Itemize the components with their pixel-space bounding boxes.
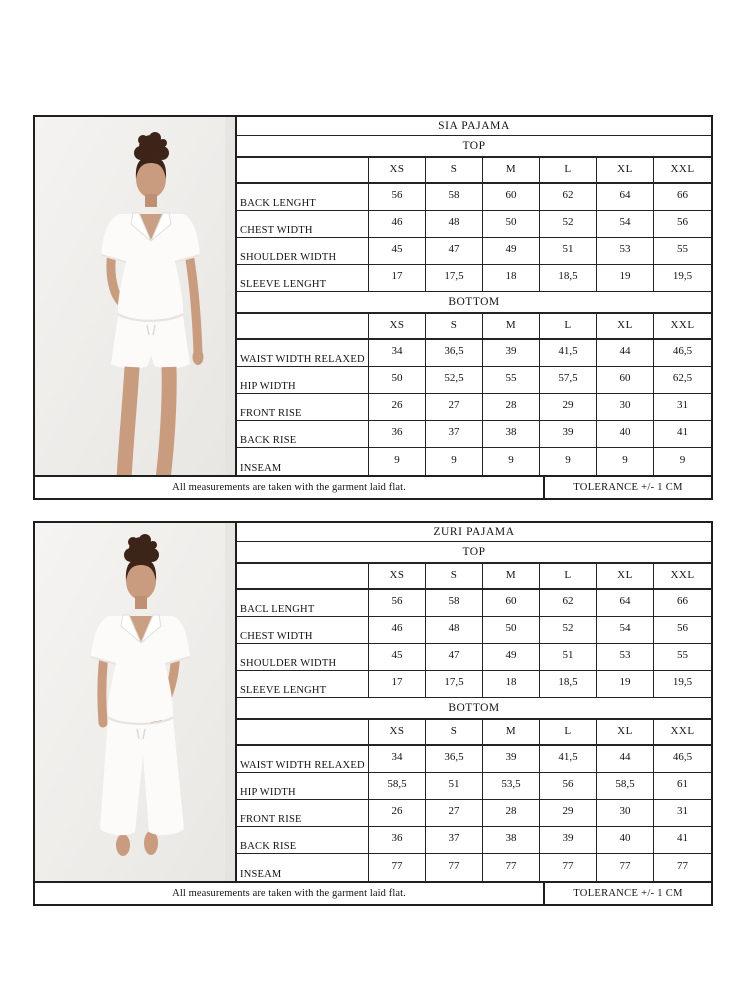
row-label: FRONT RISE bbox=[240, 408, 302, 419]
table-row bbox=[237, 421, 711, 448]
section-header-top bbox=[237, 136, 711, 158]
size-value: 52,5 bbox=[425, 367, 482, 393]
table-row bbox=[237, 617, 711, 644]
row-label: SLEEVE LENGHT bbox=[240, 279, 327, 290]
size-value: 62,5 bbox=[653, 367, 711, 393]
size-value: 51 bbox=[539, 644, 596, 670]
model-photo-zuri-pants bbox=[35, 523, 237, 881]
size-value: 56 bbox=[653, 211, 711, 237]
size-value: 26 bbox=[368, 800, 425, 826]
table-row bbox=[237, 367, 711, 394]
measurement-grid-zuri bbox=[237, 523, 711, 881]
size-header: XS bbox=[368, 314, 425, 338]
row-label: HIP WIDTH bbox=[240, 381, 296, 392]
size-value: 64 bbox=[596, 184, 653, 210]
size-value: 66 bbox=[653, 184, 711, 210]
size-header: M bbox=[482, 314, 539, 338]
table-row bbox=[237, 671, 711, 698]
size-header: XL bbox=[596, 720, 653, 744]
size-value: 46,5 bbox=[653, 340, 711, 366]
size-value: 56 bbox=[539, 773, 596, 799]
size-value: 37 bbox=[425, 827, 482, 853]
size-value: 53,5 bbox=[482, 773, 539, 799]
table-row bbox=[237, 448, 711, 475]
row-label: WAIST WIDTH RELAXED bbox=[240, 354, 365, 365]
section-header-bottom bbox=[237, 292, 711, 314]
size-value: 39 bbox=[539, 827, 596, 853]
size-header: S bbox=[425, 720, 482, 744]
size-header: XS bbox=[368, 158, 425, 182]
size-value: 30 bbox=[596, 394, 653, 420]
size-value: 27 bbox=[425, 800, 482, 826]
size-value: 77 bbox=[482, 854, 539, 881]
size-value: 44 bbox=[596, 340, 653, 366]
size-header: XXL bbox=[653, 314, 711, 338]
tolerance-note: TOLERANCE +/- 1 CM bbox=[543, 477, 711, 498]
size-value: 41,5 bbox=[539, 340, 596, 366]
size-value: 61 bbox=[653, 773, 711, 799]
size-header: L bbox=[539, 564, 596, 588]
size-value: 48 bbox=[425, 617, 482, 643]
model-photo-sia-shorts bbox=[35, 117, 237, 475]
table-row bbox=[237, 827, 711, 854]
size-value: 18 bbox=[482, 671, 539, 697]
measurement-note: All measurements are taken with the garment laid flat. bbox=[172, 482, 406, 493]
size-value: 64 bbox=[596, 590, 653, 616]
size-header-row bbox=[237, 720, 711, 746]
size-value: 62 bbox=[539, 184, 596, 210]
size-value: 60 bbox=[482, 184, 539, 210]
size-value: 27 bbox=[425, 394, 482, 420]
measurement-note: All measurements are taken with the garment laid flat. bbox=[172, 888, 406, 899]
size-value: 44 bbox=[596, 746, 653, 772]
size-value: 52 bbox=[539, 617, 596, 643]
measurement-grid-sia bbox=[237, 117, 711, 475]
model-pants-illustration bbox=[35, 523, 237, 881]
table-title: ZURI PAJAMA bbox=[433, 526, 515, 538]
size-header-row bbox=[237, 314, 711, 340]
size-value: 28 bbox=[482, 394, 539, 420]
table-row bbox=[237, 184, 711, 211]
row-label: SHOULDER WIDTH bbox=[240, 658, 337, 669]
size-header: L bbox=[539, 158, 596, 182]
size-header: XL bbox=[596, 564, 653, 588]
size-chart-block-zuri bbox=[33, 521, 713, 906]
size-value: 18,5 bbox=[539, 265, 596, 291]
size-value: 9 bbox=[539, 448, 596, 475]
size-value: 56 bbox=[653, 617, 711, 643]
row-label: BACK RISE bbox=[240, 435, 297, 446]
size-value: 29 bbox=[539, 394, 596, 420]
tolerance-note: TOLERANCE +/- 1 CM bbox=[543, 883, 711, 904]
size-value: 9 bbox=[596, 448, 653, 475]
size-value: 34 bbox=[368, 746, 425, 772]
row-label: FRONT RISE bbox=[240, 814, 302, 825]
size-value: 50 bbox=[482, 211, 539, 237]
size-header: M bbox=[482, 158, 539, 182]
size-value: 46 bbox=[368, 211, 425, 237]
size-value: 36 bbox=[368, 827, 425, 853]
size-value: 58,5 bbox=[368, 773, 425, 799]
size-header: S bbox=[425, 314, 482, 338]
section-name: TOP bbox=[462, 140, 486, 152]
size-value: 38 bbox=[482, 421, 539, 447]
table-title-row bbox=[237, 523, 711, 542]
size-value: 31 bbox=[653, 394, 711, 420]
size-value: 77 bbox=[653, 854, 711, 881]
table-title-row bbox=[237, 117, 711, 136]
size-header: S bbox=[425, 564, 482, 588]
size-value: 54 bbox=[596, 617, 653, 643]
size-value: 40 bbox=[596, 827, 653, 853]
row-label: BACK RISE bbox=[240, 841, 297, 852]
size-value: 34 bbox=[368, 340, 425, 366]
size-value: 17,5 bbox=[425, 265, 482, 291]
size-header: S bbox=[425, 158, 482, 182]
model-shorts-illustration bbox=[35, 117, 237, 475]
size-value: 47 bbox=[425, 644, 482, 670]
size-value: 9 bbox=[482, 448, 539, 475]
size-header: L bbox=[539, 314, 596, 338]
size-value: 17 bbox=[368, 265, 425, 291]
row-label: INSEAM bbox=[240, 869, 282, 880]
size-value: 26 bbox=[368, 394, 425, 420]
size-value: 38 bbox=[482, 827, 539, 853]
size-value: 55 bbox=[482, 367, 539, 393]
size-value: 47 bbox=[425, 238, 482, 264]
table-row bbox=[237, 644, 711, 671]
row-label: SLEEVE LENGHT bbox=[240, 685, 327, 696]
row-label: CHEST WIDTH bbox=[240, 225, 313, 236]
size-value: 49 bbox=[482, 238, 539, 264]
size-value: 30 bbox=[596, 800, 653, 826]
size-value: 41 bbox=[653, 421, 711, 447]
table-row bbox=[237, 265, 711, 292]
empty-corner-cell bbox=[237, 158, 368, 182]
size-value: 77 bbox=[596, 854, 653, 881]
table-footer bbox=[35, 881, 711, 904]
size-value: 55 bbox=[653, 644, 711, 670]
size-value: 18,5 bbox=[539, 671, 596, 697]
size-value: 58 bbox=[425, 590, 482, 616]
size-value: 58 bbox=[425, 184, 482, 210]
size-value: 56 bbox=[368, 184, 425, 210]
size-value: 45 bbox=[368, 238, 425, 264]
size-value: 60 bbox=[596, 367, 653, 393]
size-value: 41,5 bbox=[539, 746, 596, 772]
size-value: 37 bbox=[425, 421, 482, 447]
section-name: TOP bbox=[462, 546, 486, 558]
size-value: 77 bbox=[368, 854, 425, 881]
size-value: 52 bbox=[539, 211, 596, 237]
row-label: BACL LENGHT bbox=[240, 604, 315, 615]
size-value: 29 bbox=[539, 800, 596, 826]
size-value: 53 bbox=[596, 644, 653, 670]
size-value: 18 bbox=[482, 265, 539, 291]
size-value: 51 bbox=[425, 773, 482, 799]
size-value: 54 bbox=[596, 211, 653, 237]
table-row bbox=[237, 746, 711, 773]
size-value: 19,5 bbox=[653, 265, 711, 291]
size-value: 49 bbox=[482, 644, 539, 670]
size-header-row bbox=[237, 158, 711, 184]
row-label: SHOULDER WIDTH bbox=[240, 252, 337, 263]
size-value: 19 bbox=[596, 671, 653, 697]
size-value: 36 bbox=[368, 421, 425, 447]
size-header: XXL bbox=[653, 720, 711, 744]
row-label: WAIST WIDTH RELAXED bbox=[240, 760, 365, 771]
size-value: 36,5 bbox=[425, 340, 482, 366]
size-value: 39 bbox=[482, 340, 539, 366]
empty-corner-cell bbox=[237, 564, 368, 588]
size-header: M bbox=[482, 720, 539, 744]
size-value: 66 bbox=[653, 590, 711, 616]
size-header: XXL bbox=[653, 564, 711, 588]
size-header: XL bbox=[596, 158, 653, 182]
size-value: 57,5 bbox=[539, 367, 596, 393]
row-label: HIP WIDTH bbox=[240, 787, 296, 798]
size-value: 9 bbox=[653, 448, 711, 475]
size-value: 55 bbox=[653, 238, 711, 264]
table-row bbox=[237, 394, 711, 421]
section-header-bottom bbox=[237, 698, 711, 720]
size-value: 17 bbox=[368, 671, 425, 697]
size-value: 50 bbox=[368, 367, 425, 393]
table-footer bbox=[35, 475, 711, 498]
table-row bbox=[237, 211, 711, 238]
size-value: 36,5 bbox=[425, 746, 482, 772]
size-value: 9 bbox=[368, 448, 425, 475]
section-name: BOTTOM bbox=[448, 296, 500, 308]
size-header: XL bbox=[596, 314, 653, 338]
table-row bbox=[237, 340, 711, 367]
empty-corner-cell bbox=[237, 720, 368, 744]
size-value: 19,5 bbox=[653, 671, 711, 697]
size-value: 46,5 bbox=[653, 746, 711, 772]
table-row bbox=[237, 854, 711, 881]
size-value: 50 bbox=[482, 617, 539, 643]
table-row bbox=[237, 590, 711, 617]
section-name: BOTTOM bbox=[448, 702, 500, 714]
size-value: 77 bbox=[539, 854, 596, 881]
size-value: 41 bbox=[653, 827, 711, 853]
size-value: 39 bbox=[539, 421, 596, 447]
size-header: XS bbox=[368, 720, 425, 744]
size-value: 51 bbox=[539, 238, 596, 264]
size-value: 56 bbox=[368, 590, 425, 616]
table-row bbox=[237, 800, 711, 827]
empty-corner-cell bbox=[237, 314, 368, 338]
size-value: 28 bbox=[482, 800, 539, 826]
row-label: INSEAM bbox=[240, 463, 282, 474]
table-row bbox=[237, 238, 711, 265]
section-header-top bbox=[237, 542, 711, 564]
row-label: BACK LENGHT bbox=[240, 198, 316, 209]
size-value: 60 bbox=[482, 590, 539, 616]
size-value: 53 bbox=[596, 238, 653, 264]
size-value: 9 bbox=[425, 448, 482, 475]
size-chart-main-sia bbox=[35, 117, 711, 475]
size-header: XXL bbox=[653, 158, 711, 182]
size-value: 17,5 bbox=[425, 671, 482, 697]
size-header: L bbox=[539, 720, 596, 744]
table-row bbox=[237, 773, 711, 800]
size-value: 45 bbox=[368, 644, 425, 670]
size-value: 19 bbox=[596, 265, 653, 291]
table-title: SIA PAJAMA bbox=[438, 120, 510, 132]
size-value: 62 bbox=[539, 590, 596, 616]
size-header: XS bbox=[368, 564, 425, 588]
size-value: 48 bbox=[425, 211, 482, 237]
size-value: 39 bbox=[482, 746, 539, 772]
size-value: 58,5 bbox=[596, 773, 653, 799]
size-chart-block-sia bbox=[33, 115, 713, 500]
size-header: M bbox=[482, 564, 539, 588]
size-header-row bbox=[237, 564, 711, 590]
size-value: 46 bbox=[368, 617, 425, 643]
size-chart-main-zuri bbox=[35, 523, 711, 881]
size-value: 31 bbox=[653, 800, 711, 826]
size-value: 40 bbox=[596, 421, 653, 447]
row-label: CHEST WIDTH bbox=[240, 631, 313, 642]
size-value: 77 bbox=[425, 854, 482, 881]
